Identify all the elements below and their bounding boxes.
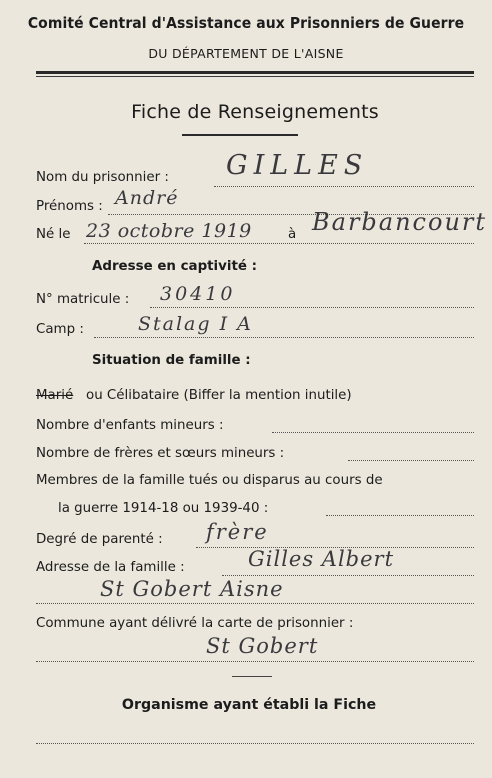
freres-line (348, 460, 474, 461)
organisme-label: Organisme ayant établi la Fiche (121, 697, 377, 713)
matricule-label: N° matricule : (36, 292, 130, 307)
famille-heading: Situation de famille : (92, 353, 251, 368)
nom-label: Nom du prisonnier : (36, 170, 169, 185)
camp-line (94, 337, 474, 338)
ne-a-label: à (288, 227, 297, 242)
matricule-value: 30410 (160, 283, 236, 305)
camp-label: Camp : (36, 322, 84, 337)
membres-line (326, 515, 474, 516)
adresse-line-1 (222, 575, 474, 576)
adresse-value-2: St Gobert Aisne (100, 577, 284, 601)
prenoms-label: Prénoms : (36, 199, 103, 214)
footer-short-rule (232, 676, 272, 677)
ne-place-value: Barbancourt (312, 208, 488, 236)
header-divider-thin (36, 76, 474, 77)
prenoms-value: André (115, 187, 179, 209)
commune-label: Commune ayant délivré la carte de prisonnier : (36, 616, 354, 631)
captivite-heading: Adresse en captivité : (92, 259, 257, 274)
commune-line (36, 661, 474, 662)
marie-option: Marié (36, 388, 74, 403)
enfants-label: Nombre d'enfants mineurs : (36, 418, 224, 433)
nom-line (214, 186, 474, 187)
organization-name: Comité Central d'Assistance aux Prisonniers de Guerre (27, 14, 465, 32)
header-divider-thick (36, 71, 474, 74)
adresse-line-2 (36, 603, 474, 604)
title-underline (182, 134, 298, 136)
ne-label: Né le (36, 227, 71, 242)
parente-label: Degré de parenté : (36, 532, 163, 547)
ne-line (84, 243, 474, 244)
commune-value: St Gobert (206, 634, 319, 658)
celibataire-option: ou Célibataire (Biffer la mention inutile) (86, 388, 352, 403)
form-title: Fiche de Renseignements (131, 101, 379, 123)
organisme-line (36, 743, 474, 744)
adresse-value-1: Gilles Albert (248, 547, 395, 571)
parente-value: frère (206, 520, 269, 544)
enfants-line (272, 432, 474, 433)
matricule-line (150, 307, 474, 308)
adresse-label: Adresse de la famille : (36, 560, 185, 575)
membres-label-2: la guerre 1914-18 ou 1939-40 : (58, 501, 269, 516)
ne-date-value: 23 octobre 1919 (86, 220, 252, 242)
freres-label: Nombre de frères et sœurs mineurs : (36, 446, 285, 461)
membres-label-1: Membres de la famille tués ou disparus au cours de (36, 473, 383, 488)
nom-value: GILLES (226, 150, 369, 181)
camp-value: Stalag I A (138, 313, 253, 335)
department-name: DU DÉPARTEMENT DE L'AISNE (148, 46, 344, 61)
